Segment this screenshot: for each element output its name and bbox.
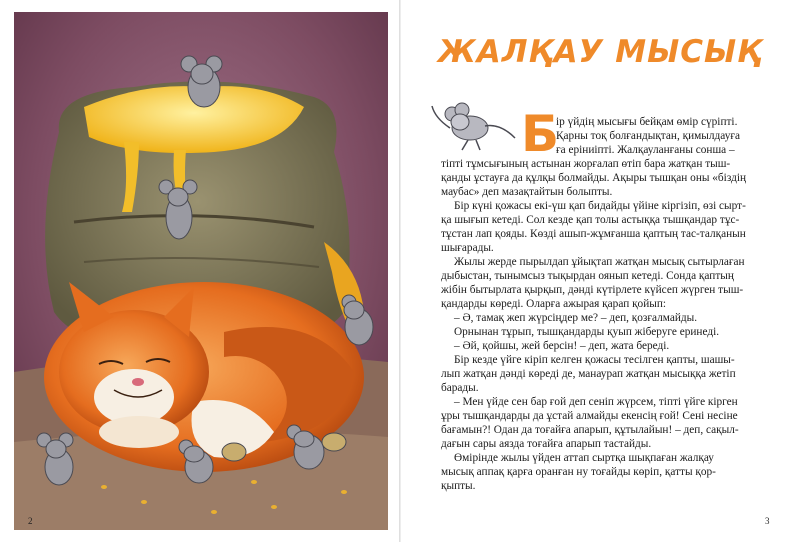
story-line: қандарды көреді. Оларға ажырая қарап қойып:: [441, 298, 667, 310]
story-line: дағын сары аязда тоғайға апарып тастайды.: [441, 438, 652, 450]
story-line: Орнынан тұрып, тышқандарды қуып жіберуге еринеді.: [454, 326, 720, 338]
drop-cap: Б: [521, 105, 560, 163]
story-line: – Мен үйде сен бар ғой деп сеніп жүрсем, тіпті үйге кірген: [454, 396, 738, 408]
story-line: тіпті тұмсығының астынан жорғалап өтіп бара жатқан тыш-: [441, 158, 731, 170]
story-line: қанды ұстауға да құлқы болмайды. Ақыры тышқан оны «біздің: [441, 172, 747, 184]
story-line: – Ә, тамақ жеп жүрсіңдер ме? – деп, қозғалмайды.: [454, 312, 698, 324]
story-illustration: [14, 12, 388, 530]
story-line: мысық аппақ қарға оранған ну тоғайды көріп, қатты қор-: [441, 466, 716, 478]
story-line: барады.: [441, 382, 479, 394]
story-line: шығарады.: [441, 242, 494, 254]
story-line: маубас» деп мазақтайтын болыпты.: [441, 186, 613, 198]
book-gutter: [399, 0, 401, 542]
story-title: ЖАЛҚАУ МЫСЫҚ: [437, 34, 763, 70]
page-number-right: 3: [765, 516, 770, 526]
story-line: Қарны тоқ болғандықтан, қимылдауға: [556, 130, 740, 142]
story-line: Жылы жерде пырылдап ұйықтап жатқан мысық сытырлаған: [454, 256, 745, 268]
story-line: лып жатқан дәнді көреді де, манаурап жатқан мысыққа жетіп: [441, 368, 736, 380]
story-line: тұстан лап қояды. Көзді ашып-жұмғанша қаптың тас-талқанын: [441, 228, 746, 240]
story-line: қа шығып кетеді. Сол кезде қап толы астыққа тышқандар тұс-: [441, 214, 740, 226]
story-line: Өмірінде жылы үйден аттап сыртқа шықпаған жалқау: [454, 452, 714, 464]
story-line: – Әй, қойшы, жей берсін! – деп, жата береді.: [454, 340, 670, 352]
story-line: жібін бытырлата қырқып, дәнді күтірлете күйсеп жүрген тыш-: [441, 284, 744, 296]
story-line: ұры тышқандарды да ұстай алмайды екенсің ғой! Сені несіне: [441, 410, 738, 422]
story-line: ір үйдің мысығы бейқам өмір сүріпті.: [556, 116, 738, 128]
story-line: ға еріниіпті. Жалқауланғаны сонша –: [556, 144, 735, 156]
page-number-left: 2: [28, 516, 33, 526]
story-line: бағамын?! Одан да тоғайға апарып, құтылайын! – деп, сақыл-: [441, 424, 739, 436]
story-text: [441, 115, 777, 493]
story-line: дыбыстан, тынымсыз тықырдан оянып кетеді. Сонда қаптың: [441, 270, 734, 282]
story-line: қыпты.: [441, 480, 476, 492]
story-line: Бір күні қожасы екі-үш қап бидайды үйіне кіргізіп, өзі сырт-: [454, 200, 746, 212]
story-line: Бір кезде үйге кіріп келген қожасы тесілген қапты, шашы-: [454, 354, 735, 366]
